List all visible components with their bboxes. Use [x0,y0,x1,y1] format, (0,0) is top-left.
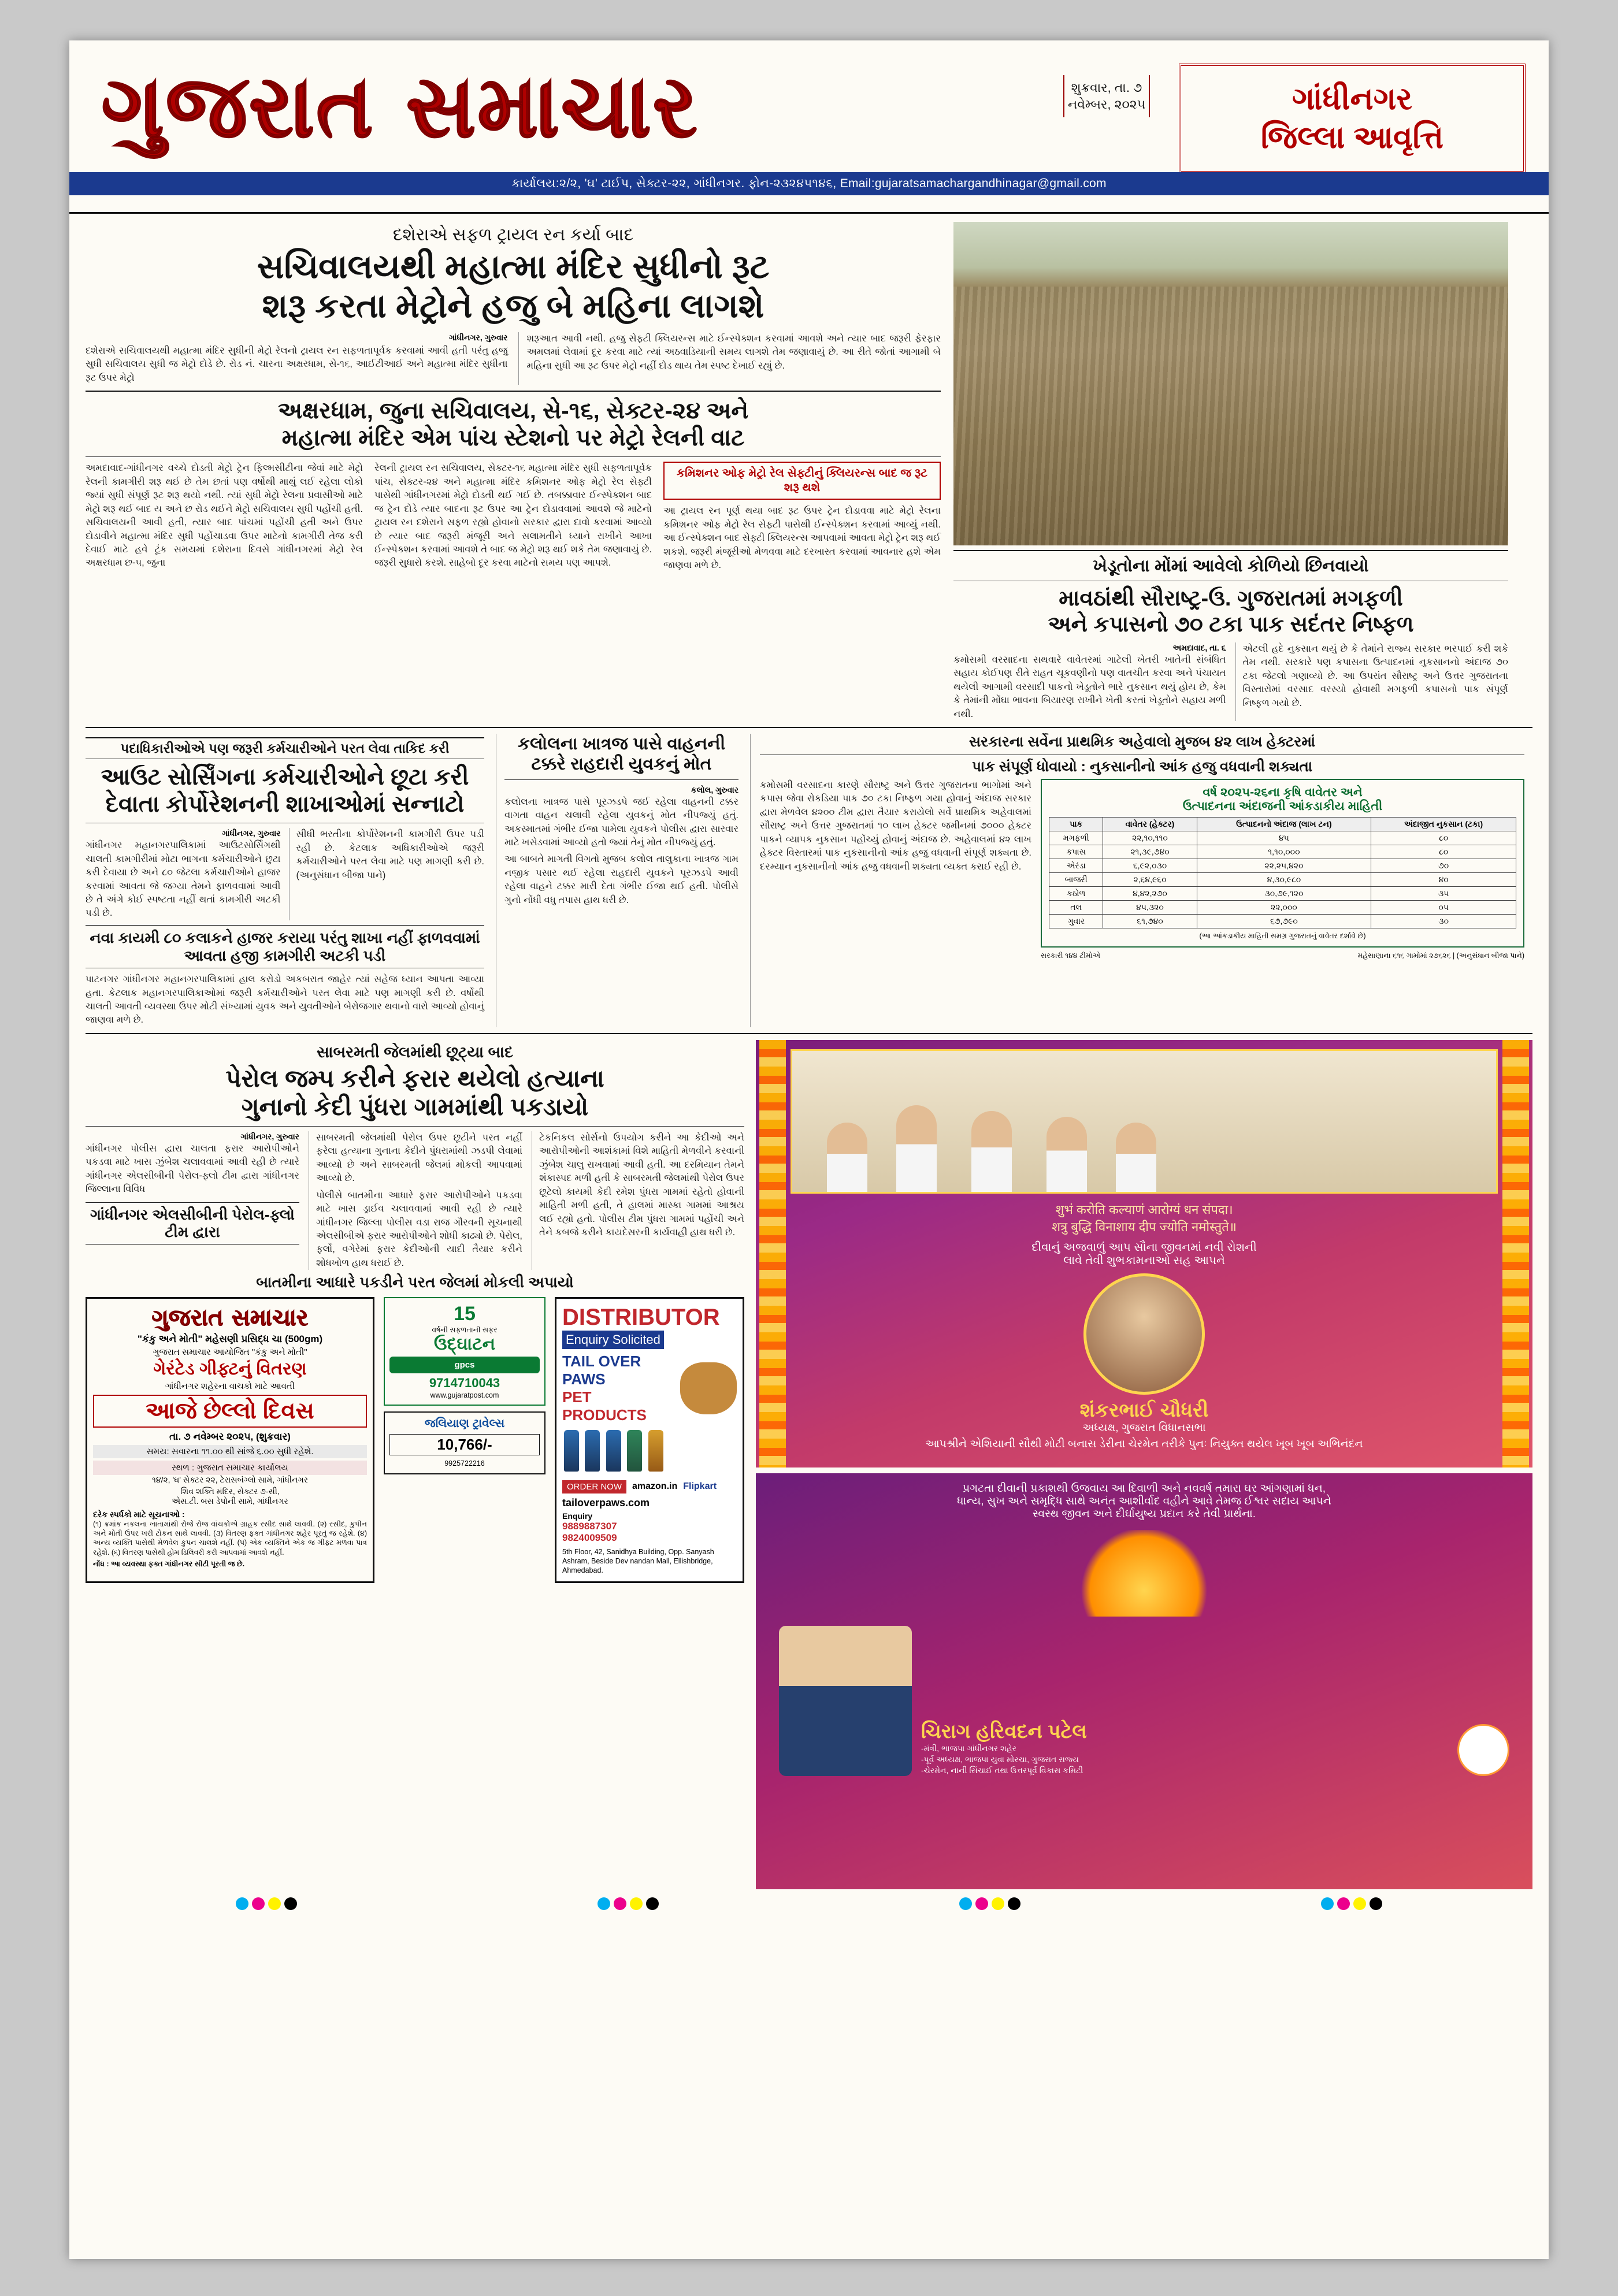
gift-ad-line-4: ગાંધીનગર શહેરના વાચકો માટે આવતી [165,1381,295,1391]
lead-story [86,222,941,721]
corp-headline-line-2: દેવાતા કોર્પોરેશનની શાખાઓમાં સન્નાટો [105,792,465,818]
table-header-row [1049,818,1516,831]
agri-dateline: અમદાવાદ, તા. ૬ [1172,643,1226,653]
accident-headline-line-2: ટક્કરે રાહદારી યુવકનું મોત [531,755,712,774]
shloka-line-1: शुभं करोति कल्याणं आरोग्यं धन संपदा। [1055,1202,1233,1217]
col-production: ઉત્પાદનનો અંદાજ (લાખ ટન) [1197,818,1371,831]
table-cell: ૬૧,૭૪૦ [1103,915,1197,928]
lead-section [86,222,1532,721]
table-cell: ૩૦ [1371,915,1516,928]
gpcs-name: ઉદ્ઘાટન [433,1335,496,1354]
lead-paragraph-1: દશેરાએ સચિવાલયથી મહાત્મા મંદિર સુધીની મેટ્રો રેલનો ટ્રાયલ રન સફળતાપૂર્વક કરવામાં આવી હતી પરંતુ હજુ સુધી સચિવાલય સુધી જ મેટ્રો દોડે છે. રોડ નં. ચારના અક્ષરધામ, સે-૧૬, આઈટીઆઈ અને મહાત્મા મંદિર સુધીના રૂટ ઉપર મેટ્રો [86,345,508,383]
agri-headline-line-2: અને કપાસનો ૭૦ ટકા પાક સદંતર નિષ્ફળ [1048,612,1414,637]
gpcs-years: 15 [454,1302,476,1325]
product-bottle-icon [627,1430,642,1472]
table-cell: ૨૨,૨૫,૪૨૦ [1197,859,1371,873]
agri-data-block [750,734,1524,1027]
gift-ad-note: નોંધ : આ વ્યવસ્થા ફક્ત ગાંધીનગર સીટી પૂરતી જ છે. [93,1559,245,1568]
table-row [1049,901,1516,915]
cmyk-marks-group [598,1897,659,1910]
agri-box-title-line-2: પાક સંપૂર્ણ ધોવાયો : નુકસાનીનો આંક હજુ વધવાની શક્યતા [971,758,1313,775]
table-cell: એરંડા [1049,859,1103,873]
diwali-ad-top [756,1040,1532,1467]
jail-headline-line-2: ગુનાનો કેદી પુંધરા ગામમાંથી પકડાયો [241,1093,589,1121]
lead-sub-paragraph-1: અમદાવાદ-ગાંધીનગર વચ્ચે દોડતી મેટ્રો ટ્રેન ફિલ્મસીટીના જેવાં માટે મેટ્રો રેલની કામગીરી શરૂ થઈ છે તેમ છતાં પણ વર્ષોથી માથું લઈ રહેલા લોકો જ્યાં સુધી સંપૂર્ણ રૂટ શરૂ થયો નથી. ત્યાં સુધી મેટ્રો રેલના પ્રવાસીઓ માટે મેટ્રો શરૂ થઈ બાદ ય અને છ રોડ થઈને મેટ્રો સચિવાલય સુધી પહોંચી હતી. સચિવાલયની આવી હતી, ત્યાર બાદ પાંચમાં પહોંચી હતી અને ઉપર દોડાવીને મહાત્મા મંદિર સુધી પહોંચાડવા ઉપર માટેનો કામગીરી તેજ કરી દેવાઈ માટે હવે ટૂંક સમયમાં દશેરાના દિવસે ગાંધીનગરમાં મેટ્રો રેલ અક્ષરધામ છ-૫, જુના [86,463,363,569]
table-cell: ૮૦ [1371,831,1516,845]
agri-table [1049,817,1516,928]
enquiry-label: Enquiry [562,1511,593,1521]
table-cell: બાજરી [1049,873,1103,887]
jail-paragraph-2: સાબરમતી જેલમાંથી પેરોલ ઉપર છૂટીને પરત નહીં ફરેલા હત્યાના ગુનાના કેદીને પુંધરામાંથી ઝડપી લેવામાં આવ્યો છે અને સાબરમતી જેલમાં મોકલી આપવામાં આવ્યો છે. [316,1132,522,1184]
agri-paragraph-1: કમોસમી વરસાદના સથવારે વાવેતરમાં ગાટેલી ખેતરી ખાતેની સંબંધિત સહાય કોઈપણ રીતે રાહત ચૂકવણીનો પણ વાતચીત કરવા અને પંચાયત થયેલી આગામી વરસાદી પાકનો ખેડૂતોને ભારે નુકસાન થયું હોય છે, કેમ કે તેમાંની મોંઘા ભાવના બિયારણ રાખીને ખેતી કરતાં ખેડૂતોને સહાય મળી નથી. [953,654,1226,719]
agri-headline-line-1: માવઠાંથી સૌરાષ્ટ્ર-ઉ. ગુજરાતમાં મગફળી [1059,586,1403,611]
distributor-brand-line-1: TAIL OVER PAWS [562,1352,641,1388]
product-bottle-icon [564,1430,579,1472]
newspaper-page [69,40,1549,2259]
corp-kicker: પદાધિકારીઓએ પણ જરૂરી કર્મચારીઓને પરત લેવા તાકિદ કરી [86,737,484,759]
agri-box-title-line-1: સરકારના સર્વેના પ્રાથમિક અહેવાલો મુજબ ૪૨ લાખ હેક્ટરમાં [760,734,1524,755]
small-ads-column [384,1297,545,1583]
edition-line-1: ગાંધીનગર [1292,81,1413,116]
table-cell: ૨૧,૩૯,૭૪૦ [1103,845,1197,859]
registration-dot [598,1897,610,1910]
sub-headline-line-2: મહાત્મા મંદિર એમ પાંચ સ્ટેશનો પર મેટ્રો રેલની વાટ [281,425,745,451]
lead-headline-line-2: શરૂ કરતા મેટ્રોને હજુ બે મહિના લાગશે [262,287,765,325]
lead-sub-col-2 [374,462,652,572]
person-role-2: -પૂર્વ અધ્યક્ષ, ભાજપા યુવા મોરચા, ગુજરાત રાજ્ય [921,1755,1079,1764]
lead-kicker: દશેરાએ સફળ ટ્રાયલ રન કર્યા બાદ [392,225,634,244]
gift-ad-date: તા. ૭ નવેમ્બર ૨૦૨૫, (શુક્રવાર) [169,1431,291,1442]
congrats-text: આપશ્રીને એશિયાની સૌથી મોટી બનાસ ડેરીના ચેરમેન તરીકે પુનઃ નિયુક્ત થયેલ ખૂબ ખૂબ અભિનંદન [925,1437,1363,1450]
table-cell: ૧,૧૦,૦૦૦ [1197,845,1371,859]
registration-dot [268,1897,281,1910]
leaders-photo [791,1049,1498,1194]
divider [86,1033,1532,1034]
person-title: અધ્યક્ષ, ગુજરાત વિધાનસભા [1082,1421,1206,1434]
table-row [1049,887,1516,901]
jaliyan-phone: 9925722216 [444,1459,485,1468]
agri-table-box [1041,779,1524,948]
lead-sub-paragraph-2: રેલની ટ્રાયલ રન સચિવાલય, સેક્ટર-૧૬ મહાત્મા મંદિર સુધી સફળતાપૂર્વક પાંચ, સેક્ટર-૨૪ અને મહાત્મા મંદિર કમિશનર ઓફ મેટ્રો રેલ સેફ્ટી પાસેથી ગાંધીનગરમાં મેટ્રો દોડતી થઈ ગઈ છે. તબક્કાવાર ઈન્સ્પેક્શન બાદ જ ટ્રેન દોડે ત્યાર બાદના રૂટ ઉપર આ ટ્રેન દોડાવવામાં આવશે જે માટેનો ટ્રાયલ રન દશેરાને સફળ રહ્યો હોવાનો સરકાર દ્વારા દાવો કરવામાં આવ્યો છે ત્યાર બાદ જરૂરી મંજૂરી અને સલામતીને ધ્યાને રાખીને આખા ઈન્સ્પેક્શન કરવામાં આવશે તે બાદ જ મેટ્રો શરૂ થઈ શકે તેમ જણાવાયું છે. જરૂરી સુધારો કરશે. સાહેબો દૂર કરવા માટેનો સમય પણ આપશે. [374,463,652,569]
masthead-title: ગુજરાત સમાચાર [101,57,699,157]
corporation-story [86,734,484,1027]
person-role-1: -મંત્રી, ભાજપા ગાંધીનગર શહેર [921,1744,1017,1753]
edition-line-2: જિલ્લા આવૃત્તિ [1260,120,1444,155]
gift-ad-time: સમય: સવારના ૧૧.૦૦ થી સાંજે ૬.૦૦ સુધી રહેશે. [93,1445,367,1458]
avatar [1083,1273,1205,1395]
metro-safety-box-title: કમિશનર ઓફ મેટ્રો રેલ સેફ્ટીનું ક્લિયરન્સ બાદ જ રૂટ શરૂ થશે [676,467,928,495]
garland-decoration [1502,1040,1529,1467]
diwali-message-line-3: સ્વસ્થ જીવન અને દીર્ઘાયુષ્ય પ્રદાન કરે તેવી પ્રાર્થના. [1032,1507,1256,1520]
gift-ad-place-4: એસ.ટી. બસ ડેપોની સામે, ગાંધીનગર [172,1496,288,1506]
gift-ad-big-text: આજે છેલ્લો દિવસ [93,1395,367,1428]
diwali-ads-column [756,1040,1532,1889]
jail-headline-line-1: પેરોલ જમ્પ કરીને ફરાર થયેલો હત્યાના [225,1064,604,1092]
distributor-subtitle: Enquiry Solicited [562,1331,664,1349]
col-loss: અંદાજીત નુકસાન (ટકા) [1371,818,1516,831]
table-cell: ૪,૪૨,૨૭૦ [1103,887,1197,901]
registration-dot [630,1897,643,1910]
amazon-link[interactable]: amazon.in [632,1481,678,1492]
divider [86,727,1532,728]
registration-dot [1337,1897,1350,1910]
masthead [69,40,1549,214]
person-photo [779,1626,912,1776]
agri-footnote-3: મહેસાણાના ૬૧૬ ગામોમાં ૨૭૬૨૬ | (અનુસંધાન બીજા પાને) [1357,952,1524,960]
product-bottle-icon [648,1430,663,1472]
accident-paragraph-1: કલોલના ખાત્રજ પાસે પૂરઝડપે જઈ રહેલા વાહનની ટક્કર વાગતા વાહન ચલાવી રહેલા યુવકનું મોત નીપજ્યું હતું. અકસ્માતમાં ગંભીર ઈજા પામેલા યુવકને પોલીસ દ્વારા સારવાર માટે ખસેડવામાં આવ્યો હતો જ્યાં તેનું મોત નીપજ્યું હતું. [504,796,739,848]
wish-line-1: દીવાનું અજવાળું આપ સૌના જીવનમાં નવી રોશની [1031,1240,1257,1254]
diya-lamp-icon [1078,1530,1211,1617]
flipkart-link[interactable]: Flipkart [683,1481,717,1492]
gift-ad-brand: ગુજરાત સમાચાર [151,1304,309,1331]
registration-dot [614,1897,626,1910]
jaliyan-brand: જલિયાણ ટ્રાવેલ્સ [424,1417,505,1431]
table-cell: ૦૫ [1371,901,1516,915]
lead-paragraph-2: શરૂઆત આવી નથી. હજુ સેફ્ટી ક્લિયરન્સ માટે ઈન્સ્પેક્શન કરવામાં આવશે અને ત્યાર બાદ જરૂરી ફેરફાર અમલમાં લેવામાં દૂર કરવા માટે ત્યાં અઠવાડિયાની સમય લાગશે તેમ જણાવાયું છે. આ રીતે જોતાં આગામી બે મહિના સુધી આ રૂટ ઉપર મેટ્રો નહીં દોડ થાય તેમ સ્પષ્ટ દેખાઈ રહ્યું છે. [526,333,941,371]
registration-dot [1353,1897,1366,1910]
table-cell: ૪૦ [1371,873,1516,887]
lower-section [86,1040,1532,1889]
table-row [1049,859,1516,873]
registration-dot [959,1897,972,1910]
dog-icon [680,1362,737,1414]
table-row [1049,845,1516,859]
cmyk-marks-group [236,1897,297,1910]
order-now-button[interactable]: ORDER NOW [562,1480,626,1493]
person-name: શંકરભાઈ ચૌધરી [1079,1399,1209,1421]
table-row [1049,873,1516,887]
registration-dot [252,1897,265,1910]
contact-strip: કાર્યાલય:૨/૨, 'ઘ' ટાઈપ, સેક્ટર-૨૨, ગાંધીનગર. ફોન-૨૩૨૪૫૧૪૬, Email:gujaratsamachargandhinagar@gmail.com [69,172,1549,195]
gift-ad-line-3: ગેરંટેડ ગીફ્ટનું વિતરણ [153,1359,307,1379]
jail-column [86,1040,744,1889]
table-cell: ૨૨,૦૦૦ [1197,901,1371,915]
distributor-website[interactable]: tailoverpaws.com [562,1496,650,1509]
agri-footnote-2: સરકારી ૧૪૪ ટીમોએ [1041,952,1101,960]
gpcs-website: www.gujaratpost.com [430,1391,499,1400]
corp-paragraph-1: ગાંધીનગર મહાનગરપાલિકામાં આઉટસોર્સિંગથી ચાલતી કામગીરીમાં મોટા ભાગના કર્મચારીઓને છુટા કરી દેવાયા છે અને ૮૦ જેટલા કર્મચારીઓને હાજર કરવામાં આવતા જે જગ્યા તેમને ફાળવવામાં આવી છે તે અંગે કોઈ સ્પષ્ટતા નહીં થતાં કામગીરી અટકી પડી છે. [86,840,281,919]
jaliyan-ad [384,1411,545,1474]
table-cell: ૭૦ [1371,859,1516,873]
lead-photo-block [953,222,1508,721]
edition-box [1179,64,1526,173]
photo-caption: ખેડૂતોના મોંમાં આવેલો કોળિયો છિનવાયો [1093,556,1369,575]
jail-kicker: સાબરમતી જેલમાંથી છૂટ્યા બાદ [316,1043,514,1061]
registration-dot [236,1897,248,1910]
table-cell: ૪૫ [1197,831,1371,845]
jail-paragraph-3: પોલીસે બાતમીના આધારે ફરાર આરોપીઓને પકડવા માટે ખાસ ડ્રાઈવ ચલાવવામાં આવી રહી છે ત્યારે ગાંધીનગર જિલ્લા પોલીસ વડા રાજ ગૌરવની સૂચનાથી એલસીબીએ ફરાર આરોપીઓને શોધી કાઢ્યો છે. પેરોલ, ફર્લો, વગેરેમાં ફરાર કેદીઓની યાદી તૈયાર કરીને શોધખોળ હાથ ધરાઈ છે. [316,1190,522,1268]
registration-dot [1008,1897,1020,1910]
table-cell: મગફળી [1049,831,1103,845]
lead-dateline: ગાંધીનગર, ગુરુવાર [448,332,508,342]
divider [504,779,739,780]
gift-ad-line-2: ગુજરાત સમાચાર આયોજિત "કંકુ અને મોતી" [153,1347,307,1357]
table-cell: ૮૦ [1371,845,1516,859]
col-crop: પાક [1049,818,1103,831]
diwali-message-line-2: ધાન્ય, સુખ અને સમૃદ્ધિ સાથે અનંત આશીર્વાદ વહીને આવે તેમજ ઈશ્વર સદાય આપને [957,1495,1331,1507]
agri-box-side-text: કમોસમી વરસાદના કારણે સૌરાષ્ટ્ર અને ઉત્તર ગુજરાતના ભાગોમાં અને કપાસ જેવા રોકડિયા પાક ૭૦ ટકા નિષ્ફળ ગયા હોવાનું અંદાજ સરકાર દ્વારા મેળવેલ ૪૨૦૦ ટીમ દ્વારા તૈયાર કરાયેલો સર્વે પ્રાથમિક અહેવાલમાં સૌરાષ્ટ્ર અને ઉત્તર ગુજરાતમાં ૧૦ લાખ હેક્ટર જમીનમાં ૭૦૦૦ હેક્ટર પાકને વ્યાપક નુકસાન પહોંચ્યું હોવાનું અંદાજ છે. અહેવાલમાં ૪૨ લાખ હેક્ટર વિસ્તારમાં પાક નુકસાનીનો આંક હજુ વધવાની સંપૂર્ણ શક્યતા છે. દરમ્યાન નુકસાનીનો આંક હજુ વધવાની શક્યતા વ્યક્ત કરાઈ રહી છે. [760,780,1031,872]
corp-dateline: ગાંધીનગર, ગુરુવાર [221,829,281,838]
table-cell: ૪૫,૩૨૦ [1103,901,1197,915]
table-cell: કપાસ [1049,845,1103,859]
masthead-date: શુક્રવાર, તા. ૭ નવેમ્બર, ૨૦૨૫ [1063,75,1150,117]
agri-table-footnote: (આ આંકડાકીય માહિતી સમગ્ર ગુજરાતનું વાવેતર દર્શાવે છે) [1199,932,1366,941]
table-cell: ૨,૬૪,૯૬૦ [1103,873,1197,887]
registration-dot [646,1897,659,1910]
registration-marks [86,1897,1532,1916]
divider [953,550,1508,551]
agri-table-subtitle-2: ઉત્પાદનના અંદાજની આંકડાકીય માહિતી [1182,800,1383,813]
corp-headline-line-1: આઉટ સોર્સિંગના કર્મચારીઓને છૂટા કરી [101,764,469,790]
lead-subcolumns [86,462,941,572]
distributor-ad-slot [555,1297,744,1583]
table-cell: તલ [1049,901,1103,915]
agri-table-subtitle-1: વર્ષ ૨૦૨૫-૨૬ના કૃષિ વાવેતર અને [1203,786,1363,800]
accident-story [496,734,739,1027]
corp-subhead: નવા કાયમી ૮૦ કલાકને હાજર કરાયા પરંતુ શાખા નહીં ફાળવવામાં આવતા હજી કામગીરી અટકી પડી [86,925,484,968]
gift-ad-terms: (૧) ક્રમાંક નકલના ખાતામાંથી રોજે રોજ વાંચકોએ ગ્રાહક રસીદ સાથે લાવવી. (૨) રસીદ, કુપીન અને મોતી ઉપર ખરી ટોકન સાથે લાવવી. (૩) વિતરણ ફક્ત ગાંધીનગર શહેર પૂરતું જ રહેશે. (૪) અન્ય વ્યક્તિ પાસેથી મેળવેલ કુપન ચાલશે નહીં. (૫) એક વ્યક્તિને એક જ ગીફ્ટ મળવા પાત્ર રહેશે. (૬) વિતરણ પાસેથી હોમ ડિલિવરી કરી આપવામાં આવશે નહીં. [93,1519,367,1556]
mid-section [86,734,1532,1027]
table-cell: કઠોળ [1049,887,1103,901]
garland-decoration [759,1040,786,1467]
cmyk-marks-group [1321,1897,1382,1910]
accident-paragraph-2: આ બાબતે માગતી વિગતો મુજબ કલોલ તાલુકાના ખાત્રજ ગામ નજીક પસાર થઈ રહેલા રાહદારી યુવકને પૂરઝડપે આવી રહેલા વાહને ટક્કર મારી દેતા ગંભીર ઈજા થઈ હતી. પોલીસે ગુનો નોંધી વધુ તપાસ હાથ ધરી છે. [504,854,739,905]
jaliyan-price: 10,766/- [389,1434,540,1455]
gpcs-years-sub: વર્ષની સફળતાની સફર [432,1325,498,1334]
table-cell: ગુવાર [1049,915,1103,928]
jail-subhead-line-2: બાતમીના આધારે પકડીને પરત જેલમાં મોકલી અપાયો [256,1273,574,1291]
gift-ad-place-2: ૧૪/૨, 'ઘ' સેક્ટર ૨૨, ટેરાસબંગ્લો સામે, ગાંધીનગર [152,1474,308,1484]
gift-ad-terms-title: દરેક સ્પર્ધકો માટે સૂચનાઓ : [93,1509,185,1519]
registration-dot [284,1897,297,1910]
distributor-ad [555,1297,744,1583]
jail-dateline: ગાંધીનગર, ગુરુવાર [240,1131,299,1141]
person-role-3: -ચેરમેન, નાની સિંચાઈ તથા ઉત્તરપૂર્વ વિકાસ કમિટી [921,1765,1083,1775]
gpcs-phone: 9714710043 [429,1376,500,1391]
product-bottle-icon [606,1430,621,1472]
divider [86,391,941,392]
accident-headline-line-1: કલોલના ખાત્રજ પાસે વાહનની [517,734,726,754]
gpcs-ad [384,1297,545,1406]
field-photo [953,222,1508,545]
shloka-line-2: शत्रु बुद्धि विनाशाय दीप ज्योति नमोस्तुते॥ [1052,1219,1237,1234]
registration-dot [992,1897,1004,1910]
distributor-address: 5th Floor, 42, Sanidhya Building, Opp. Sanyash Ashram, Beside Dev nandan Mall, Ellishbridge, Ahmedabad. [562,1547,714,1575]
table-cell: ૪,૩૦,૯૮૦ [1197,873,1371,887]
corp-paragraph-2: સીધી ભરતીના કોર્પોરેશનની કામગીરી ઉપર પડી રહી છે. કેટલાક અધિકારીઓએ જરૂરી કર્મચારીઓને પરત લેવા માટે પણ માગણી કરી છે. (અનુસંધાન બીજા પાને) [296,829,484,880]
jail-subhead-line-1: ગાંધીનગર એલસીબીની પેરોલ-ફ્લો ટીમ દ્વારા [86,1202,299,1244]
table-cell: ૩૫ [1371,887,1516,901]
gift-ad-place-3: શિવ શક્તિ મંદિર, સેક્ટર ૭-સી, [180,1486,280,1496]
corp-paragraph-3: પાટનગર ગાંધીનગર મહાનગરપાલિકામાં હાલ કરોડો અકબરાત જાહેર ત્યાં સહેજ ધ્યાન આપતા આવ્યા હતા. કેટલાક મહાનગરપાલિકાઓમાં જરૂરી કર્મચારીઓને પરત લેવા માટે પણ માગણી કરી છે. વર્ષોથી ચાલતી આવતી વ્યવસ્થા ઉપર મોટી સંખ્યામાં યુવક અને યુવતીઓને બેરોજગાર થવાનો વારો આવ્યો હોવાનું જાણવા મળે છે. [86,974,484,1026]
person-name: ચિરાગ હરિવદન પટેલ [921,1721,1088,1743]
gpcs-brand: gpcs [389,1357,540,1373]
gift-ad-line-1: "કંકુ અને મોતી" મહેસણી પ્રસિદ્ધ ચા (500gm) [137,1333,323,1344]
table-cell: ૬,૯૨,૦૩૦ [1103,859,1197,873]
lead-sub-col-3 [663,462,941,572]
sub-headline-line-1: અક્ષરધામ, જુના સચિવાલય, સે-૧૬, સેક્ટર-૨૪ અને [277,398,749,424]
jail-paragraph-4: ટેકનિકલ સોર્સનો ઉપયોગ કરીને આ કેદીઓ અને આરોપીઓની આશંકામાં વિશે માહિતી મેળવીને કરવાની ઝુંબેશ ચાલુ રાખવામાં આવી હતી. આ દરમિયાન તેમને શંકાસ્પદ મળી હતી કે સાબરમતી જેલમાંથી પેરોલ ઉપર છૂટેલો કાયમી કેદી રમેશ પુંધરા ગામમાં રહેતો હોવાની માહિતી મળી હતી, તે હાલમાં માસ્કા ગામમાં આશ્રય લઈ રહ્યો હતો. પોલીસ ટીમ પુંધરા ગામમાં પહોંચી અને તેને કબજે કરીને કાયદેસરની કાર્યવાહી હાથ ધરી છે. [539,1132,744,1238]
registration-dot [1370,1897,1382,1910]
divider [86,1126,744,1127]
jail-paragraph-1: ગાંધીનગર પોલીસ દ્વારા ચાલતા ફરાર આરોપીઓને પકડવા માટે ખાસ ઝુંબેશ ચલાવવામાં આવી રહી છે ત્યારે ગાંધીનગર એલસીબીની પેરોલ-ફ્લો ટીમ દ્વારા ગાંધીનગર જિલ્લાના વિવિધ [86,1143,299,1195]
product-bottle-icon [585,1430,600,1472]
table-cell: ૨૨,૧૦,૧૧૦ [1103,831,1197,845]
table-cell: ૩૦,૭૯,૧૨૦ [1197,887,1371,901]
lead-sub-paragraph-3: આ ટ્રાયલ રન પૂર્ણ થયા બાદ રૂટ ઉપર ટ્રેન દોડાવવા માટે મેટ્રો રેલના કમિશનર ઓફ મેટ્રો રેલ સેફ્ટી પાસેથી ઈન્સ્પેક્શન કરવામાં આવ્યું નથી. આ ઈન્સ્પેક્શન બાદ સેફ્ટી ક્લિયરન્સ આપવામાં આવતા મેટ્રો ટ્રેન શરૂ થઈ શકશે. જરૂરી મંજૂરીઓ મેળવવા માટે દરખાસ્ત કરવામાં આવનાર હશે એમ જાણવા મળે છે. [663,506,941,571]
table-row [1049,831,1516,845]
accident-dateline: કલોલ, ગુરુવાર [691,785,739,794]
distributor-phone-1: 9889887307 [562,1520,617,1532]
col-area: વાવેતર (હેક્ટર) [1103,818,1197,831]
diwali-message-line-1: પ્રગટતા દીવાની પ્રકાશથી ઉજવાય આ દિવાળી અને નવવર્ષ તમારા ઘર આંગણામાં ધન, [962,1482,1326,1495]
registration-dot [975,1897,988,1910]
wish-line-2: લાવે તેવી શુભકામનાઓ સહ આપને [1063,1254,1225,1267]
gift-ad [86,1297,374,1583]
divider [86,456,941,457]
agri-paragraph-2: એટલી હદે નુકસાન થયું છે કે તેમાંને રાજ્ય સરકાર ભરપાઈ કરી શકે તેમ નથી. સરકારે પણ કપાસના ઉત્પાદનમાં નુકસાનનો અંદાજ ૭૦ ટકા જેટલો ગણાવ્યો છે. આ ઉપરાંત સૌરાષ્ટ્ર અને ઉત્તર ગુજરાતના વિસ્તારોમાં વરસાદ વરસ્યો હોવાથી મગફળી કપાસનો પાક સંપૂર્ણ નિષ્ફળ ગયો છે. [1242,644,1508,708]
distributor-phone-2: 9824009509 [562,1532,617,1543]
cmyk-marks-group [959,1897,1020,1910]
table-row [1049,915,1516,928]
diwali-ad-bottom [756,1473,1532,1889]
party-logo-icon [1457,1724,1509,1776]
gift-ad-place-1: ગુજરાત સમાચાર કાર્યાલય [196,1462,288,1473]
gift-ad-place-label: સ્થળ : [172,1462,195,1473]
distributor-title: DISTRIBUTOR [562,1304,720,1330]
registration-dot [1321,1897,1334,1910]
distributor-brand-line-2: PET PRODUCTS [562,1388,647,1424]
table-cell: ૬૭,૭૯૦ [1197,915,1371,928]
lead-headline-line-1: સચિવાલયથી મહાત્મા મંદિર સુધીનો રૂટ [257,248,770,285]
